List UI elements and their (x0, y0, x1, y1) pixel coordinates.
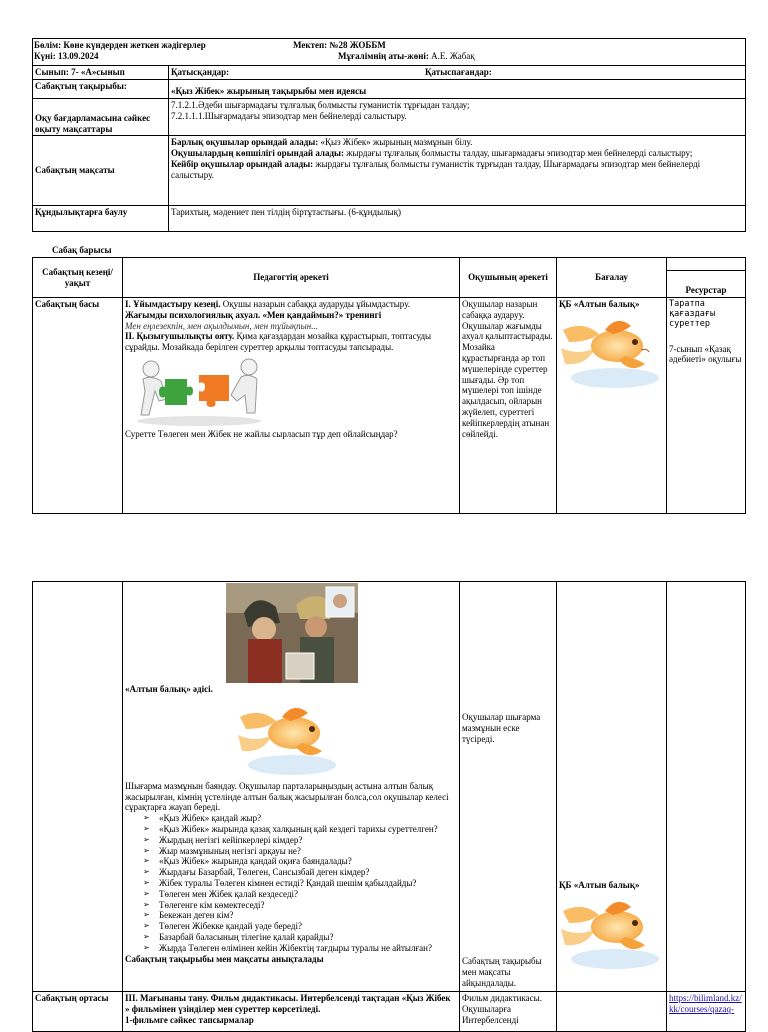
resource-2: 7-сынып «Қазақ әдебиеті» оқулығы (669, 343, 742, 365)
list-item: ➢ Жібек туралы Төлеген кімнен естиді? Қандай шешім қабылдайды? (143, 878, 457, 889)
objectives-label: Оқу бағдарламасына сәйкес оқыту мақсаттары (33, 98, 169, 136)
student-method-text: Оқушылар шығарма мазмұнын еске түсіреді. (462, 712, 541, 744)
resources-start (667, 298, 746, 514)
topic-goal-bold: Сабақтың тақырыбы мен мақсаты анықталады (125, 953, 324, 964)
list-item: ➢ Бекежан деген кім? (143, 910, 457, 921)
resource-1: Таратпа қағаздағы суреттер (669, 299, 716, 330)
objective-2: 7.2.1.1.1.Шығармадағы эпизодтар мен бейнелерді салыстыру. (171, 110, 407, 121)
topic-value: «Қыз Жібек» жырының тақырыбы мен идеясы (169, 80, 746, 99)
objective-1: 7.1.2.1.Әдеби шығармадағы тұлғалық болмысты гуманистік тұрғыдан талдау; (171, 99, 470, 110)
middle-sub: 1-фильмге сәйкес тапсырмалар (125, 1014, 254, 1025)
lesson-progress-title: Сабақ барысы (52, 245, 112, 255)
list-item: ➢ «Қыз Жібек» жырында қандай оқиға баяндалады? (143, 856, 457, 867)
goal-value (169, 136, 746, 206)
header-row (33, 39, 746, 66)
date-label: Күні: (34, 51, 56, 61)
list-item: ➢ Төлеген мен Жібек қалай кездеседі? (143, 889, 457, 900)
golden-fish-icon (233, 699, 343, 777)
list-item: ➢ Төлеген Жібекке қандай уәде береді? (143, 921, 457, 932)
teacher-value: А.Е. Жабақ (431, 51, 475, 61)
col-student: Оқушының әрекеті (460, 258, 557, 298)
school-value: №28 ЖОББМ (329, 40, 386, 50)
list-item: ➢ «Қыз Жібек» қандай жыр? (143, 813, 457, 824)
section-label: Бөлім: (34, 40, 62, 50)
org-bold: І. Ұйымдастыру кезеңі. (125, 299, 221, 309)
lesson-info-table (32, 38, 746, 232)
goal-some-text: жырдағы тұлғалық болмысты гуманистік тұрғыдан талдау, Шығармадағы эпизодтар мен бейнелерді салыстыру. (171, 158, 701, 180)
teacher-method (123, 582, 460, 992)
question-image: Суретте Төлеген мен Жібек не жайлы сырласып тұр деп ойлайсыңдар? (125, 428, 398, 439)
goal-all-bold: Барлық оқушылар орындай алады: (171, 137, 319, 148)
puzzle-people-icon (129, 355, 269, 427)
goal-most-text: жырдағы тұлғалық болмысты талдау, шығармадағы эпизодтар мен бейнелерді салыстыру; (344, 148, 693, 159)
col-teacher: Педагогтің әрекеті (123, 258, 460, 298)
date-value: 13.09.2024 (57, 51, 99, 61)
golden-fish-icon (559, 893, 663, 971)
values-value: Тарихтың, мәдениет пен тілдің біртұтастығы. (6-құндылық) (169, 206, 746, 232)
method-text: Шығарма мазмұнын баяндау. Оқушылар парталарыңыздың астына алтын балық жасырылған, кімнің үстелінде алтын балық жасырылған болса,сол оқушылар келесі сұрақтарға жауап береді. (125, 780, 449, 813)
attendance-cell (169, 66, 746, 80)
goal-most-bold: Оқушылардың көпшілігі орындай алады: (171, 148, 345, 159)
interest-bold: ІІ. Қызығушылықты ояту. (125, 331, 235, 342)
goal-all-text: «Қыз Жібек» жырының мазмұнын білу. (318, 137, 473, 148)
assess-method (557, 582, 667, 992)
student-topic-text: Сабақтың тақырыбы мен мақсаты айқындалады. (462, 956, 542, 988)
school-label: Мектеп: (293, 40, 328, 50)
psy-bold: Жағымды психологиялық ахуал. «Мен қандаймын?» тренингі (125, 309, 382, 320)
list-item: ➢ Жырдың негізгі кейіпкерлері кімдер? (143, 835, 457, 846)
resource-link[interactable]: https://bilimland.kz/kk/courses/qazaq- (669, 993, 742, 1014)
section-value: Көне күндерден жеткен жәдігерлер (63, 40, 206, 50)
list-item: ➢ Төлегенге кім көмектеседі? (143, 900, 457, 911)
assess-middle (557, 992, 667, 1032)
resources-middle (667, 992, 746, 1032)
teacher-middle (123, 992, 460, 1032)
lesson-table-2 (32, 581, 746, 1032)
col-resources: Ресурстар (667, 258, 746, 298)
goal-label: Сабақтың мақсаты (33, 136, 169, 206)
absent-label: Қатыспағандар: (425, 67, 492, 77)
lesson-table-1 (32, 257, 746, 514)
assess-2: ҚБ «Алтын балық» (559, 880, 640, 890)
teacher-start (123, 298, 460, 514)
objectives-value (169, 98, 746, 136)
golden-fish-icon (559, 312, 663, 390)
list-item: ➢ Жырда Төлеген өлімінен кейін Жібектің тағдыры туралы не айтылған? (143, 943, 457, 954)
question-list (125, 813, 457, 953)
list-item: ➢ Жырдағы Базарбай, Төлеген, Сансызбай деген кімдер? (143, 867, 457, 878)
psy-italic: Мен еңлезекпін, мен ақылдымын, мен тұйықпын... (125, 320, 318, 331)
attended-label: Қатысқандар: (171, 67, 230, 77)
resources-method (667, 582, 746, 992)
goal-some-bold: Кейбір оқушылар орындай алады: (171, 158, 314, 169)
org-text: Оқушы назарын сабаққа аударуды ұйымдастыру. (220, 299, 411, 309)
assess-start: ҚБ «Алтын балық» (557, 298, 667, 514)
student-method (460, 582, 557, 992)
col-assess: Бағалау (557, 258, 667, 298)
method-title: «Алтын балық» әдісі. (125, 684, 213, 694)
list-item: ➢ Базарбай баласының тілегіне қалай қарайды? (143, 932, 457, 943)
col-stage: Сабақтың кезеңі/ уақыт (33, 258, 123, 298)
list-item: ➢ Жыр мазмұнының негізгі арқауы не? (143, 846, 457, 857)
teacher-label: Мұғалімнің аты-жөні: (338, 51, 429, 61)
stage-start: Сабақтың басы (33, 298, 123, 514)
stage-start-cont (33, 582, 123, 992)
topic-label: Сабақтың тақырыбы: (33, 80, 169, 99)
list-item: ➢ «Қыз Жібек» жырында қазақ халқының қай кездегі тарихы суреттелген? (143, 824, 457, 835)
film-still-image (226, 583, 358, 683)
values-label: Құндылықтарға баулу (33, 206, 169, 232)
interest-text: Қима қағаздардан мозайка құрастырып, топтасуды сұрайды. Мозайкада берілген суреттер арқылы топтасуды тапсырады. (125, 331, 432, 353)
middle-bold: ІІІ. Мағынаны тану. Фильм дидактикасы. Интербелсенді тақтадан «Қыз Жібек » фильмінен үзінділер мен суреттер көрсетіледі. (125, 993, 451, 1014)
student-start: Оқушылар назарын сабаққа аударуу. Оқушылар жағымды ахуал қалыптастырады. Мозайка құрастырғанда әр топ мүшелерінде суреттер шығады. Әр топ мүшелері топ ішінде ақылдасып, ойларын жүйелеп, суреттегі кейіпкерлердің атынан сөйлейді. (460, 298, 557, 514)
stage-middle: Сабақтың ортасы (33, 992, 123, 1032)
student-middle: Фильм дидактикасы. Оқушыларға Интербелсенді (460, 992, 557, 1032)
class-cell: Сынып: 7- «А»сынып (33, 66, 169, 80)
